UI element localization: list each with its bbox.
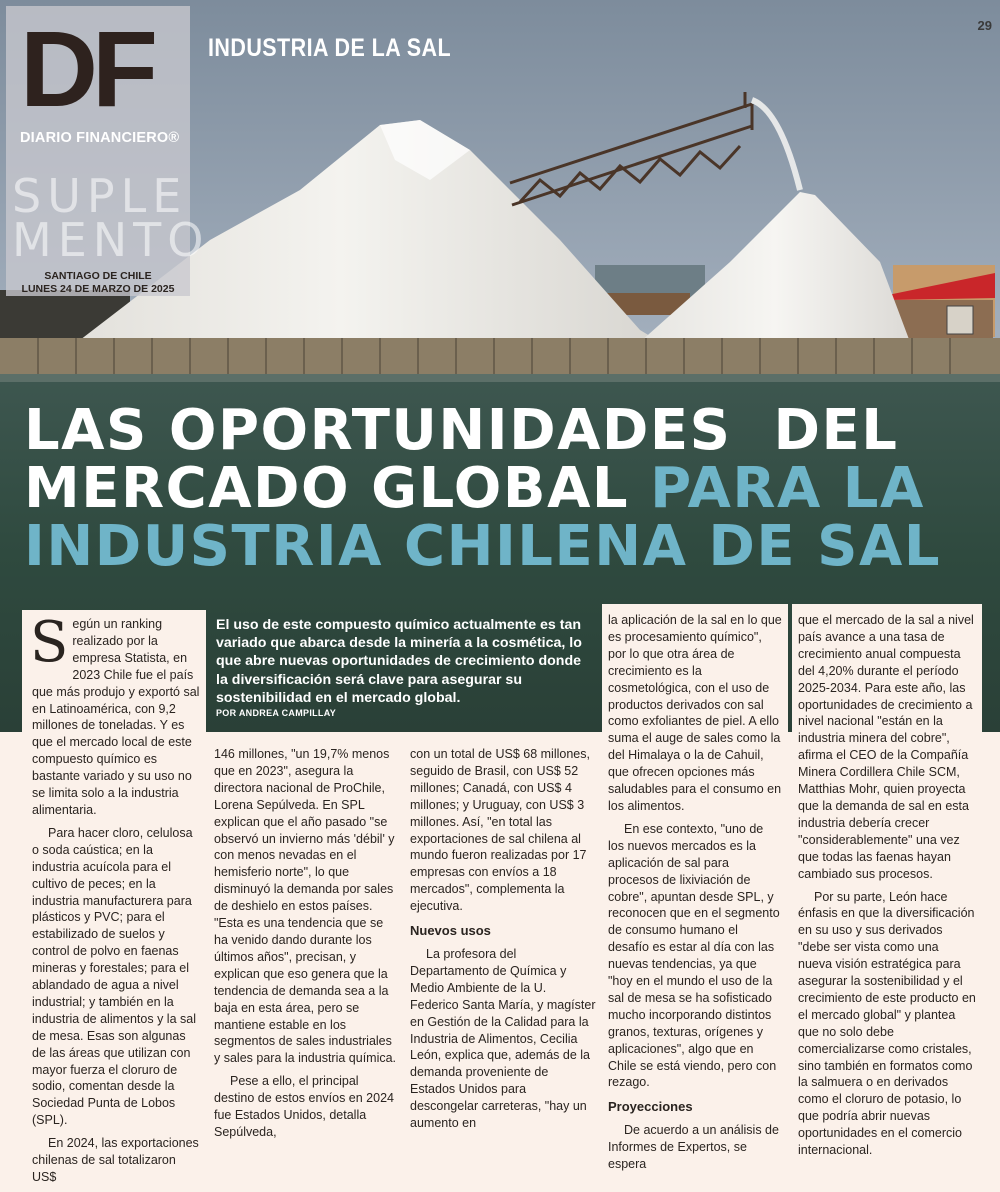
edition-date: LUNES 24 DE MARZO DE 2025 [21,283,175,295]
masthead [6,6,210,296]
headline-line-1: LAS OPORTUNIDADES DEL [24,398,899,463]
headline-line-3: INDUSTRIA CHILENA DE SAL [24,514,942,579]
article-column-2 [214,746,400,1147]
article-column-1 [22,610,206,1192]
paragraph: En 2024, las exportaciones chilenas de sal totalizaron US$ [32,1136,199,1184]
paragraph: la aplicación de la sal en lo que es procesamiento químico", por lo que otra área de crecimiento es la cosmetológica, con el uso de productos derivados con sal como exfoliantes de piel. A ello suma el auge de sales como la del Himalaya o la de Cahuil, que ofrecen opciones más saludables para el consumo en los alimentos. [608,613,782,813]
paragraph: que el mercado de la sal a nivel país avance a una tasa de crecimiento anual compuesta del 4,20% durante el período 2025-2034. Para este año, las oportunidades de crecimiento a nivel nacional "están en la industria minera del cobre", afirma el CEO de la Compañía Minera Cordillera Chile SCM, Matthias Mohr, quien proyecta que la demanda de sal en esta industria debería crecer "considerablemente" una vez que todas las faenas hayan cambiado sus procesos. [798,613,974,881]
paragraph: Por su parte, León hace énfasis en que la diversificación en su uso y sus derivados "debe ser vista como una nueva visión estratégica para asegurar la sostenibilidad y el crecimiento de este producto en el mercado global" y plantea que no solo debe comercializarse como cristales, sino también en formatos como la salmuera o en derivados como el cloruro de potasio, lo que podría abrir nuevas oportunidades en el comercio internacional. [798,889,976,1158]
paragraph: En ese contexto, "uno de los nuevos mercados es la aplicación de sal para procesos de lixiviación de cobre", apuntan desde SPL, y reconocen que en el segmento de consumo humano el desafío es estar al día con las nuevas tendencias, ya que "hoy en el mundo el uso de la sal de mesa se ha sofisticado mucho incorporando distintos granos, texturas, orígenes y aplicaciones", algo que en Chile se está viendo, pero con rezago. [608,821,780,1090]
headline [24,398,984,579]
lede: El uso de este compuesto químico actualmente es tan variado que abarca desde la minería a la cosmética, lo que abre nuevas oportunidades de crecimiento donde la diversificación será clave para asegurar su sostenibilidad en el mercado global. [216,617,582,706]
byline: POR ANDREA CAMPILLAY [216,708,337,718]
df-logo: DF [20,8,152,129]
headline-line-2-blue: PARA LA [650,456,925,521]
paragraph: La profesora del Departamento de Química y Medio Ambiente de la U. Federico Santa María, y magíster en Gestión de la Calidad para la Industria de Alimentos, Cecilia León, explica que, además de la demanda proveniente de Estados Unidos para descongelar carreteras, "hay un aumento en [410,946,596,1131]
paragraph: Según un ranking realizado por la empresa Statista, en 2023 Chile fue el país que más produjo y exportó sal en Latinoamérica, con 9,2 millones de toneladas. Y es que el mercado local de este compuesto químico es bastante variado y su uso no se limita solo a la industria alimentaria. [30,610,200,817]
page-number: 29 [977,18,992,33]
paragraph: Pese a ello, el principal destino de estos envíos en 2024 fue Estados Unidos, detalla Sepúlveda, [214,1074,394,1139]
supplement-line-1: SUPLE [12,169,188,223]
article-column-4 [602,604,788,1179]
paragraph: 146 millones, "un 19,7% menos que en 2023", asegura la directora nacional de ProChile, Lorena Sepúlveda. En SPL explican que el año pasado "se observó un invierno más 'débil' y con menos nevadas en el hemisferio norte", lo que disminuyó la demanda por sales de deshielo en estos países. "Esta es una tendencia que se ha venido dando durante los últimos años", precisan, y explican que eso genera que la tendencia de demanda sea a la baja en esta área, pero se mantiene estable en los segmentos de sales industriales y sales para la industria química. [214,747,397,1066]
section-label: INDUSTRIA DE LA SAL [208,34,452,62]
edition-city: SANTIAGO DE CHILE [44,270,152,282]
subheading-proyecciones: Proyecciones [608,1099,693,1115]
supplement-label [12,169,210,267]
paragraph: con un total de US$ 68 millones, seguido de Brasil, con US$ 52 millones; Canadá, con US$ 4 millones; y Uruguay, con US$ 3 millones. Así, "en total las exportaciones de sal chilena al mundo fueron realizadas por 17 empresas con envíos a 18 mercados", complementa la ejecutiva. [410,747,590,914]
subheading-nuevos-usos: Nuevos usos [410,923,491,939]
paragraph: De acuerdo a un análisis de Informes de Expertos, se espera [608,1123,779,1172]
headline-line-2 [24,456,984,521]
paragraph: Para hacer cloro, celulosa o soda caústica; en la industria acuícola para el cultivo de peces; en la industria manufacturera para plásticos y PVC; para el estabilizado de suelos y control de polvo en faenas mineras y forestales; para el ablandado de agua a nivel industrial; y también en la industria de alimentos y la sal de mesa. Esas son algunas de las áreas que utilizan con mayor fuerza el cloruro de sodio, comentan desde la Sociedad Punta de Lobos (SPL). [32,825,196,1128]
article-column-3 [410,746,596,1138]
supplement-line-2: MENTO [12,213,210,267]
article-column-5 [792,604,982,1165]
newspaper-name: DIARIO FINANCIERO® [20,130,180,146]
dropcap: S [30,610,69,675]
headline-line-2-white: MERCADO GLOBAL [24,456,651,521]
